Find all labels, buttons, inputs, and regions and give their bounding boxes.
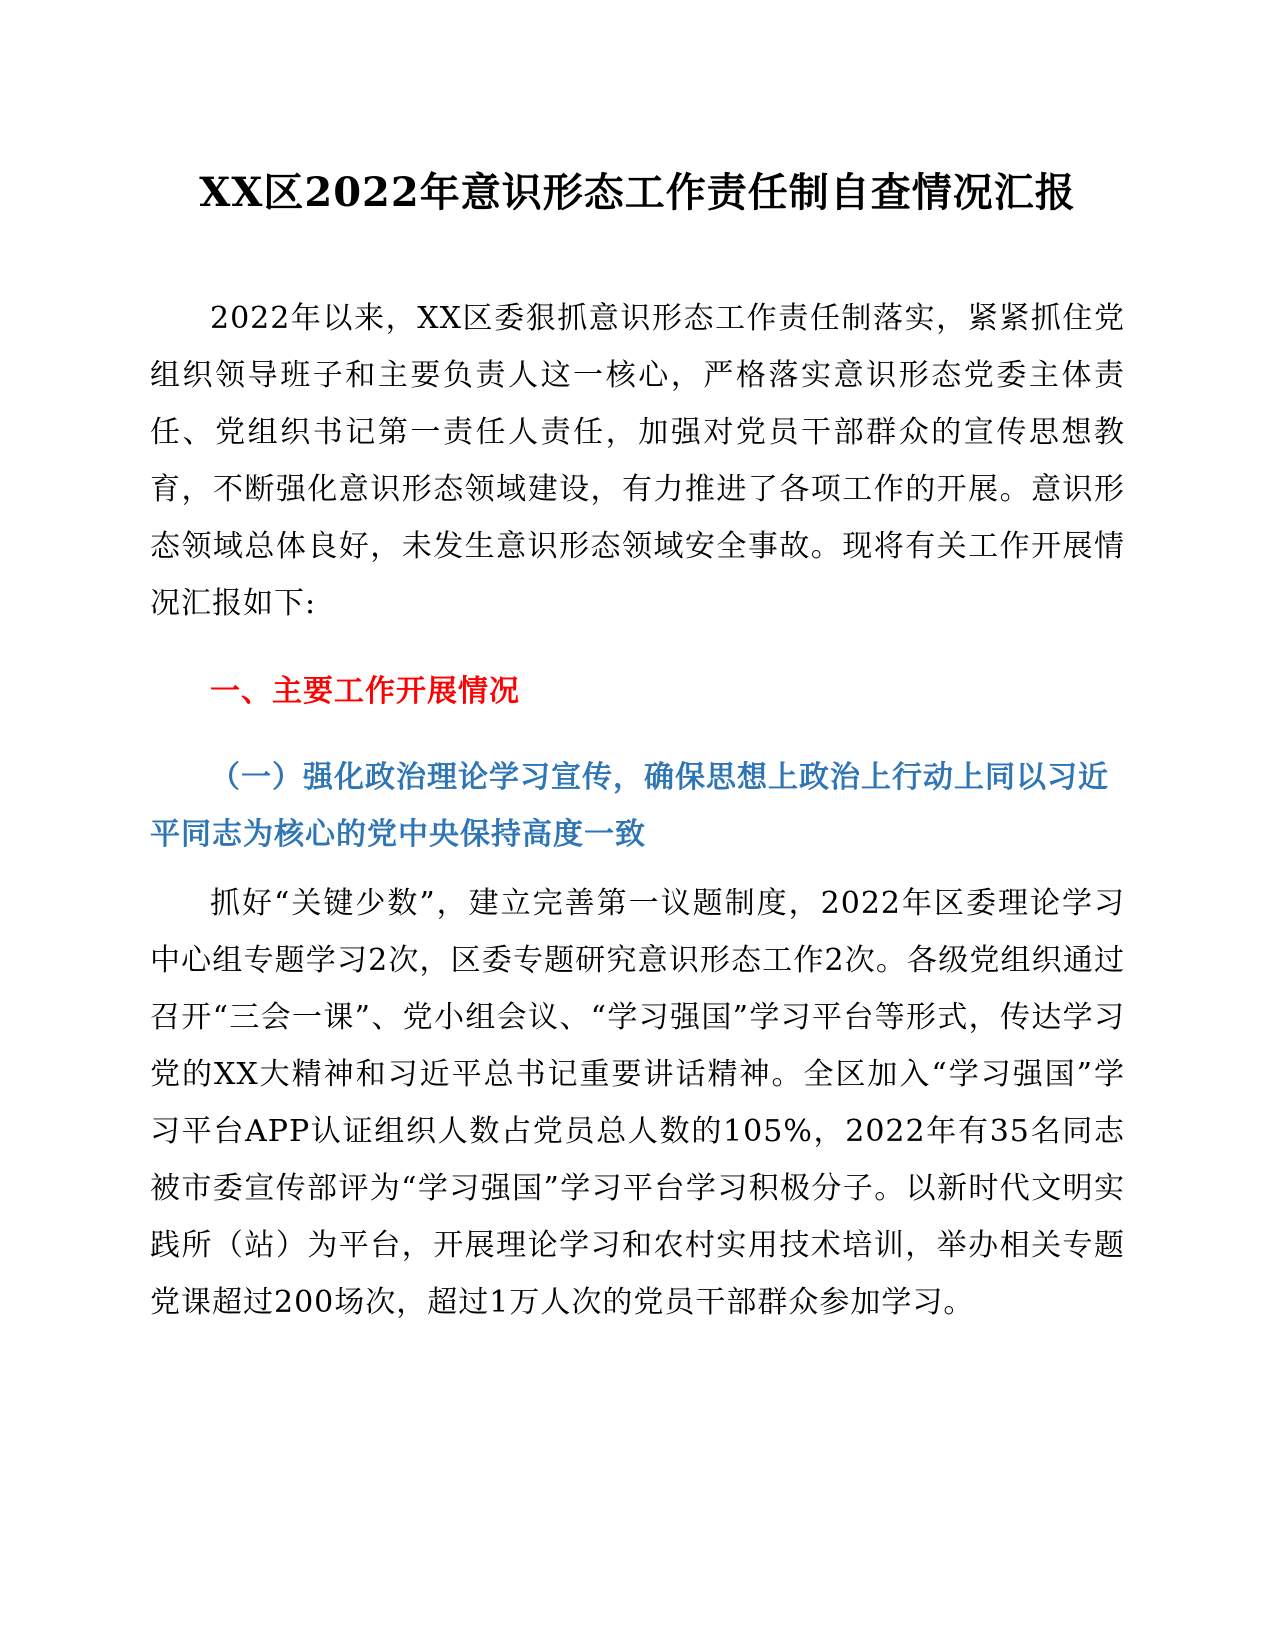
subsection-heading-political-study: （一）强化政治理论学习宣传，确保思想上政治上行动上同以习近平同志为核心的党中央保持高度一致 [150,760,1109,852]
body-paragraph-political-study: 抓好“关键少数”，建立完善第一议题制度，2022年区委理论学习中心组专题学习2次，区委专题研究意识形态工作2次。各级党组织通过召开“三会一课”、党小组会议、“学习强国”学习平台等形式，传达学习党的XX大精神和习近平总书记重要讲话精神。全区加入“学习强国”学习平台APP认证组织人数占党员总人数的105%，2022年有35名同志被市委宣传部评为“学习强国”学习平台学习积极分子。以新时代文明实践所（站）为平台，开展理论学习和农村实用技术培训，举办相关专题党课超过200场次，超过1万人次的党员干部群众参加学习。 [150,886,1125,1320]
document-title: XX区2022年意识形态工作责任制自查情况汇报 [199,169,1076,216]
intro-paragraph: 2022年以来，XX区委狠抓意识形态工作责任制落实，紧紧抓住党组织领导班子和主要负责人这一核心，严格落实意识形态党委主体责任、党组织书记第一责任人责任，加强对党员干部群众的宣传思想教育，不断强化意识形态领域建设，有力推进了各项工作的开展。意识形态领域总体良好，未发生意识形态领域安全事故。现将有关工作开展情况汇报如下: [150,301,1125,621]
section-heading-main-work: 一、主要工作开展情况 [210,674,520,709]
